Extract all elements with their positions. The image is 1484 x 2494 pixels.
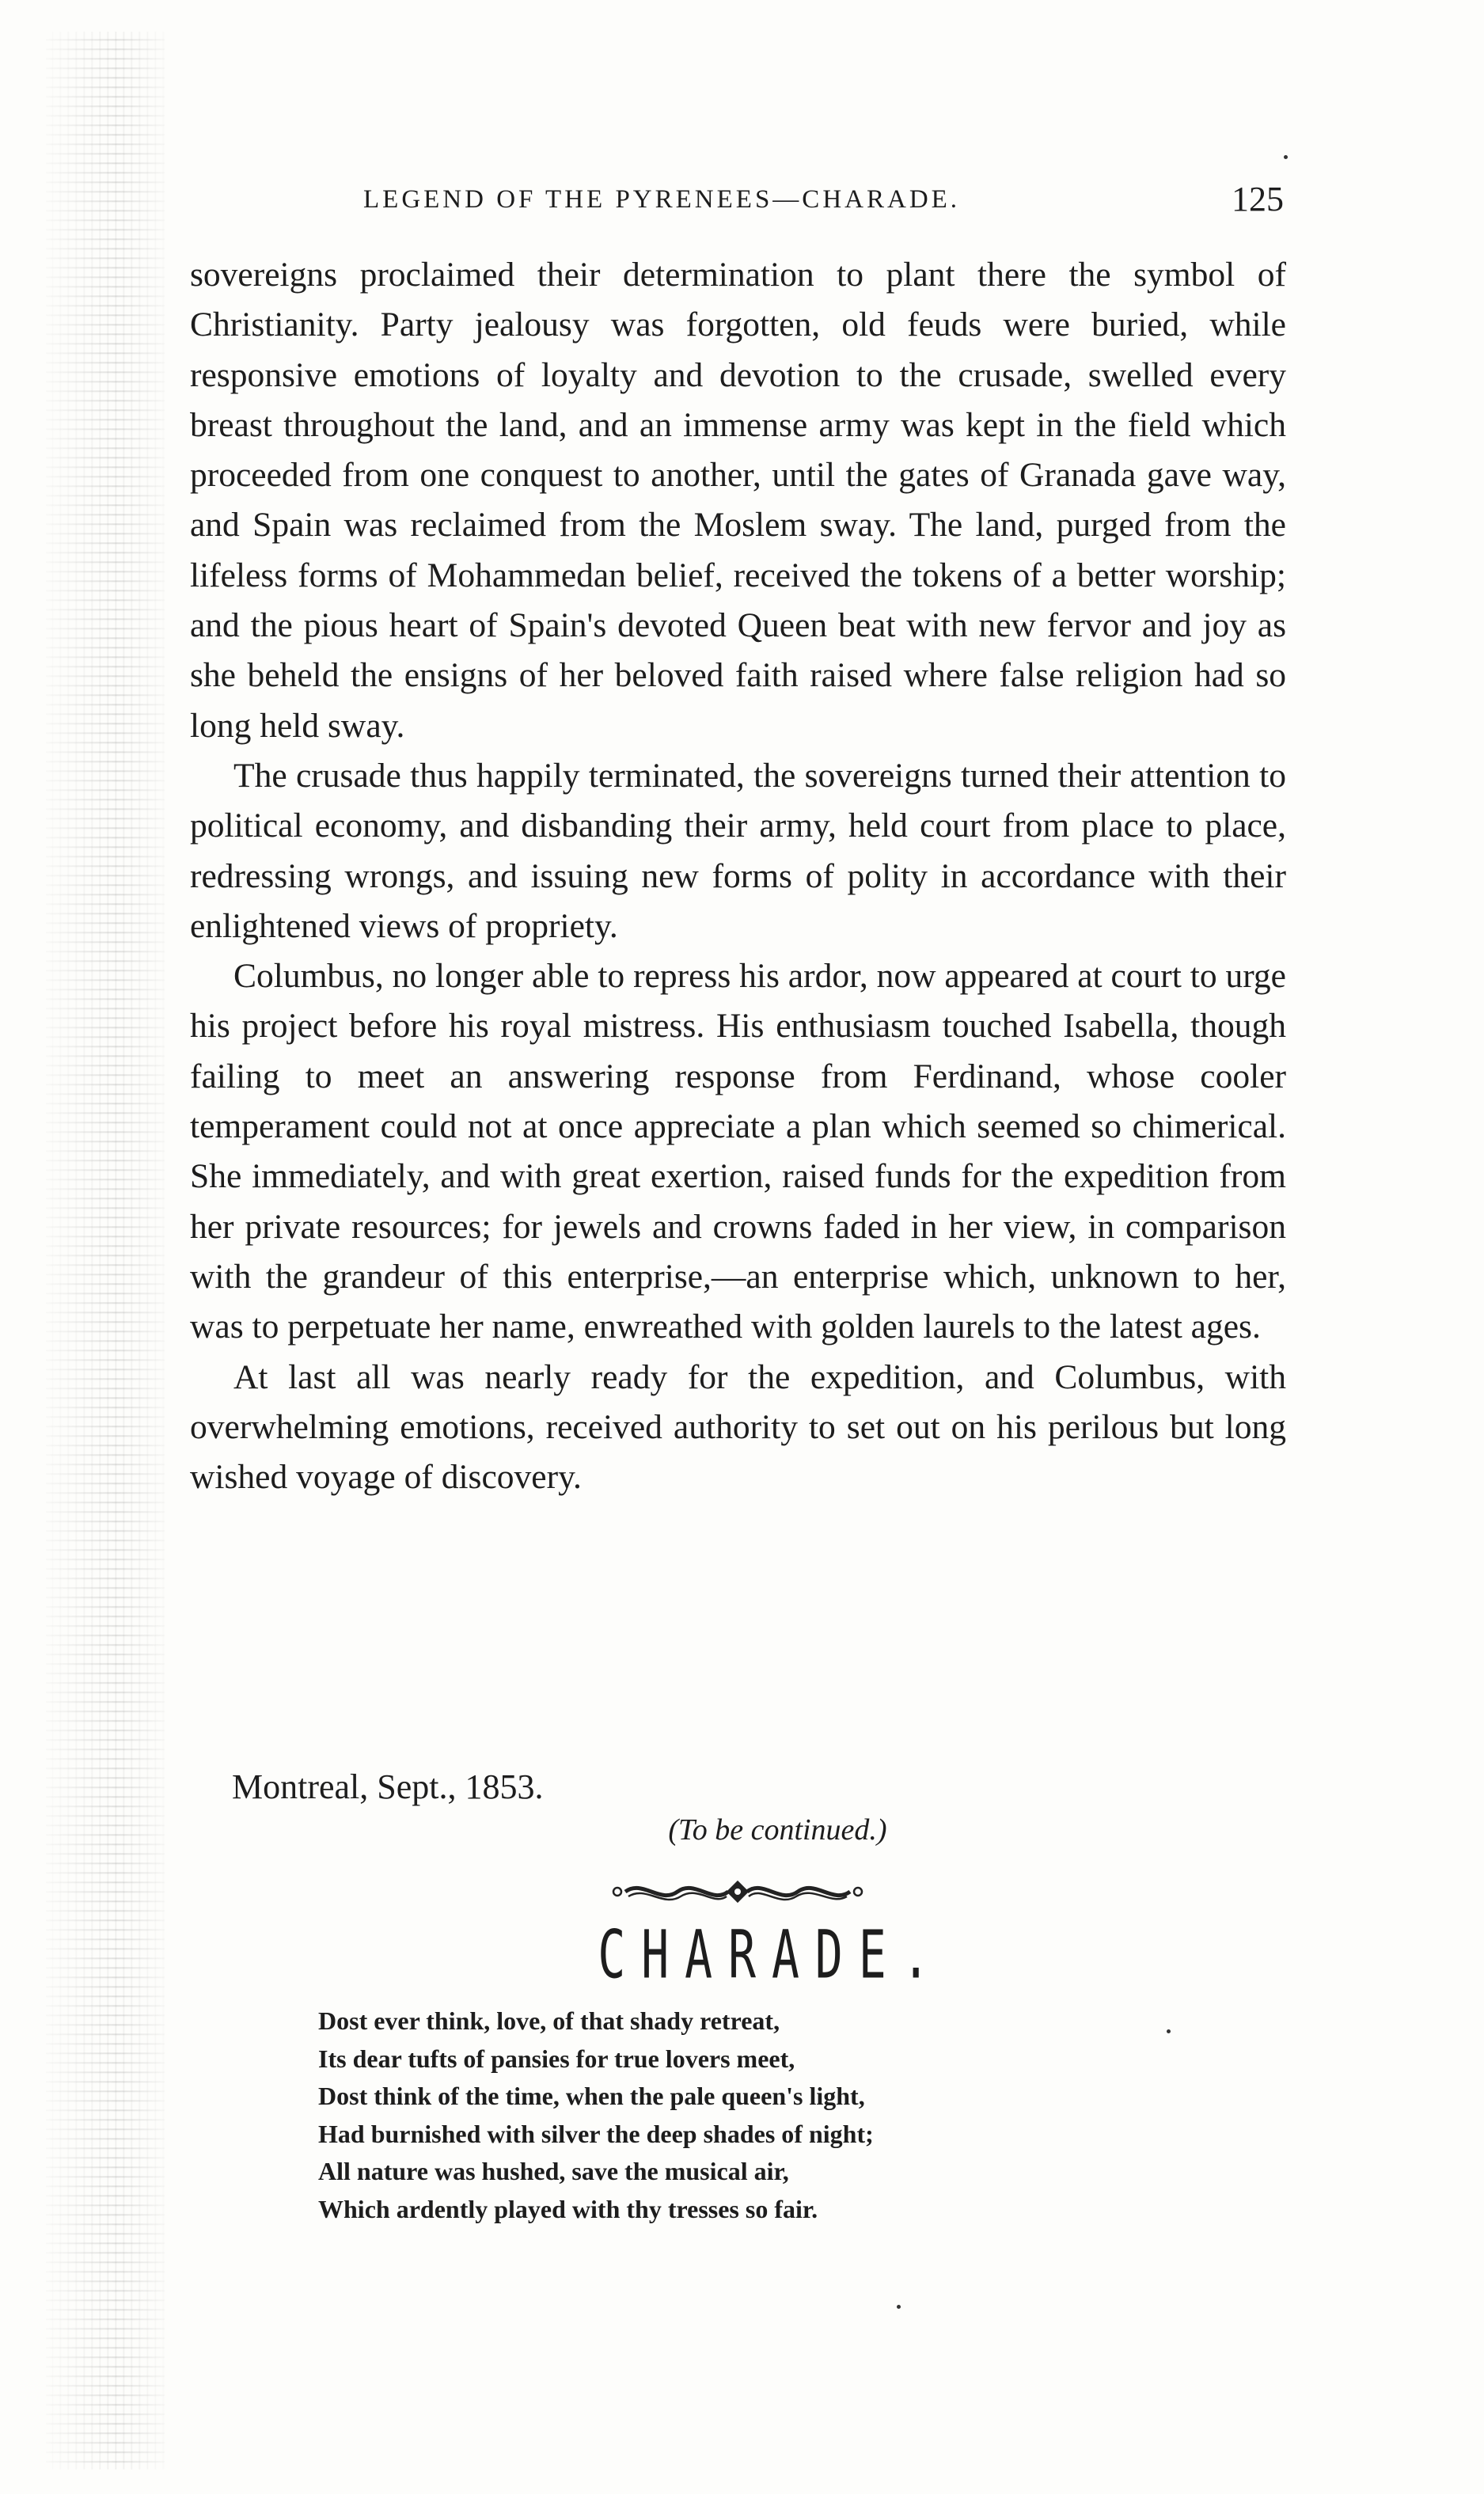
binding-gutter-noise: [46, 32, 165, 2469]
print-speck: [897, 2305, 901, 2309]
poem-line: Dost ever think, love, of that shady retreat,: [318, 2006, 780, 2035]
poem-line: Had burnished with silver the deep shades of night;: [318, 2119, 874, 2148]
running-head: LEGEND OF THE PYRENEES—CHARADE.: [363, 185, 961, 214]
continued-note: (To be continued.): [668, 1813, 887, 1847]
paragraph: sovereigns proclaimed their determination to plant there the symbol of Christianity. Party jealousy was forgotten, old feuds were buried, while responsive emotions of loyalty and devotion to the crusade, swelled every breast throughout the land, and an immense army was kept in the field which proceeded from one conquest to another, until the gates of Granada gave way, and Spain was reclaimed from the Moslem sway. The land, purged from the lifeless forms of Mohammedan belief, received the tokens of a better worship; and the pious heart of Spain's devoted Queen beat with new fervor and joy as she beheld the ensigns of her beloved faith raised where false religion had so long held sway.: [190, 256, 1286, 745]
poem-line: All nature was hushed, save the musical air,: [318, 2157, 789, 2185]
body-text: [190, 250, 1286, 1502]
paragraph: Columbus, no longer able to repress his ardor, now appeared at court to urge his project before his royal mistress. His enthusiasm touched Isabella, though failing to meet an answering response from Ferdinand, whose cooler temperament could not at once appreciate a plan which seemed so chimerical. She immediately, and with great exertion, raised funds for the expedition from her private resources; for jewels and crowns faded in her view, in comparison with the grandeur of this enterprise,—an enterprise which, unknown to her, was to perpetuate her name, enwreathed with golden laurels to the latest ages.: [190, 957, 1286, 1346]
charade-title: CHARADE.: [598, 1915, 946, 1994]
poem-line: Dost think of the time, when the pale queen's light,: [318, 2082, 865, 2110]
paragraph: The crusade thus happily terminated, the sovereigns turned their attention to political economy, and disbanding their army, held court from place to place, redressing wrongs, and issuing new forms of polity in accordance with their enlightened views of propriety.: [190, 756, 1286, 945]
poem-line: Its dear tufts of pansies for true lovers meet,: [318, 2044, 795, 2073]
print-speck: [1167, 2029, 1171, 2033]
print-speck: [1284, 155, 1288, 159]
paragraph: At last all was nearly ready for the expedition, and Columbus, with overwhelming emotions, received authority to set out on his perilous but long wished voyage of discovery.: [190, 1357, 1286, 1497]
ornament-divider-icon: [611, 1876, 864, 1908]
page-header: [188, 179, 1284, 226]
poem-line: Which ardently played with thy tresses so fair.: [318, 2194, 818, 2223]
dateline: Montreal, Sept., 1853.: [232, 1767, 544, 1806]
charade-poem: [318, 2002, 1189, 2228]
page-number: 125: [1232, 180, 1284, 218]
